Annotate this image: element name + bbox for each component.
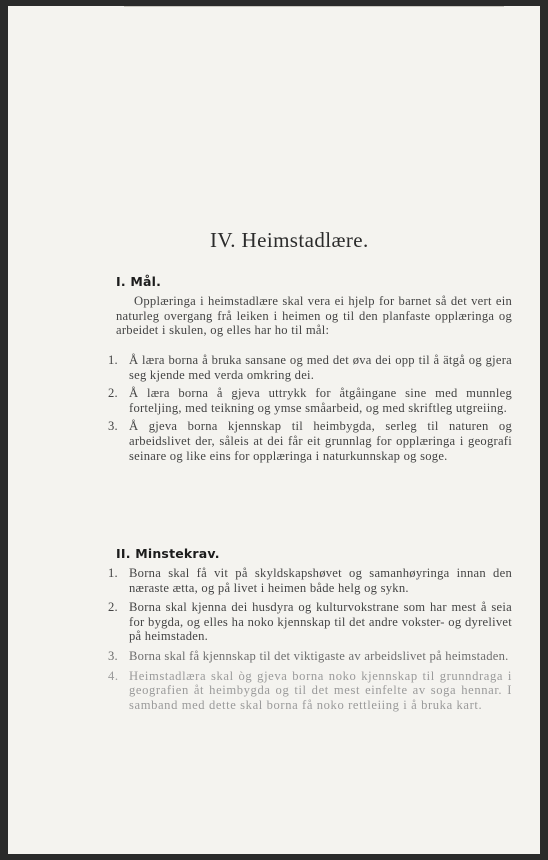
top-rule [124,6,504,7]
list-item [108,648,512,664]
list-item [108,386,512,415]
item-number: 1. [108,566,118,580]
item-text: Å læra borna å gjeva uttrykk for åtgåingane sine med munnleg forteljing, med teikning og ymse småarbeid, og med skriftleg utgreiing. [129,386,512,415]
intro-paragraph: Opplæringa i heimstadlære skal vera ei hjelp for barnet så det vert ein naturleg overgang frå leiken i heimen og til den planfaste opplæringa og arbeidet i skulen, og elles har ho til mål: [116,294,512,338]
item-number: 3. [108,648,118,663]
item-number: 3. [108,419,118,434]
item-text: Å læra borna å bruka sansane og med det øva dei opp til å ätgå og gjera seg kjende med verda omkring dei. [129,353,512,382]
item-number: 4. [108,668,119,683]
section-heading-minstekrav: II. Minstekrav. [116,546,220,561]
list-item [108,353,512,382]
item-text: Å gjeva borna kjennskap til heimbygda, serleg til naturen og arbeidslivet der, såleis at dei får eit grunnlag for opplæringa i geografi seinare og like eins for opplæringa i naturkunnskap og soge. [129,419,512,463]
item-text: Borna skal få kjennskap til det viktigaste av arbeidslivet på heimstaden. [129,648,509,663]
list-item [108,668,512,713]
item-text: Borna skal kjenna dei husdyra og kulturvokstrane som har mest å seia for bygda, og elles ha noko kjennskap til det andre vokster- og dyrelivet på heimstaden. [129,600,512,644]
list-item [108,600,512,644]
list-item [108,419,512,463]
item-text: Heimstadlæra skal òg gjeva borna noko kjennskap til grunndraga i geografien åt heimbygda og til det mest einfelte av soga hennar. I samband med dette skal borna få noko rettleiing i å bruka kart. [129,668,512,712]
section-heading-maal: I. Mål. [116,274,162,289]
goals-list [108,353,512,463]
document-page [8,6,540,854]
list-item [108,566,512,595]
item-number: 2. [108,600,118,615]
item-number: 1. [108,353,118,367]
requirements-list [108,566,512,712]
item-number: 2. [108,386,118,401]
item-text: Borna skal få vit på skyldskapshøvet og samanhøyringa innan den næraste ætta, og på livet i heimen både helg og sykn. [129,566,512,595]
chapter-title: IV. Heimstadlære. [210,228,369,252]
